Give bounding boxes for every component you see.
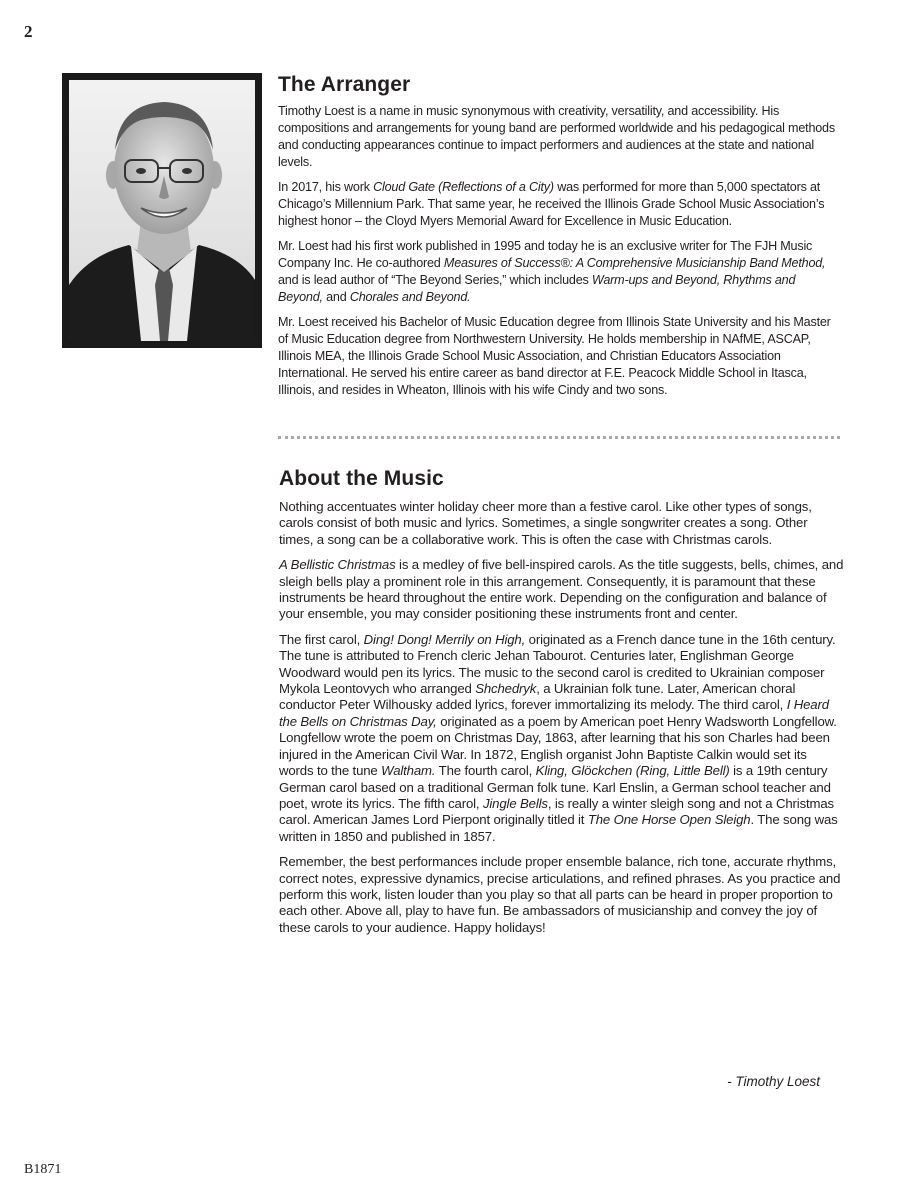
arranger-section	[278, 73, 843, 407]
carol-title: Ding! Dong! Merrily on High,	[363, 631, 526, 647]
book-title: Measures of Success®: A Comprehensive Musicianship Band Method,	[443, 256, 826, 270]
about-music-heading: About the Music	[279, 467, 444, 490]
music-paragraph-4: Remember, the best performances include proper ensemble balance, rich tone, accurate rhythms, correct notes, expressive dynamics, precise articulations, and refined phrases. As you practice and perform this work, listen louder than you play so that all parts can be heard in proper proportion to each other. Above all, play to have fun. Be ambassadors of musicianship and convey the joy of these carols to your audience. Happy holidays!	[279, 854, 841, 935]
music-paragraph-1: Nothing accentuates winter holiday cheer more than a festive carol. Like other types of songs, carols consist of both music and lyrics. Sometimes, a single songwriter creates a song. Other times, a song can be a collaborative work. This is often the case with Christmas carols.	[279, 499, 812, 547]
book-title: Chorales and Beyond.	[349, 290, 471, 304]
arranger-paragraph-1: Timothy Loest is a name in music synonymous with creativity, versatility, and accessibility. His compositions and arrangements for young band are performed worldwide and his pedagogical methods and conducting appearances continue to impact performers and audiences at the state and national levels.	[278, 104, 835, 169]
carol-title: Shchedryk	[475, 681, 537, 697]
arranger-paragraph-2: In 2017, his work Cloud Gate (Reflections of a City) was performed for more than 5,000 spectators at Chicago’s Millennium Park. That same year, he received the Illinois Grade School Music Association’s highest honor – the Cloyd Myers Memorial Award for Excellence in Music Education.	[278, 180, 825, 228]
piece-title: A Bellistic Christmas	[279, 557, 396, 573]
tune-title: Waltham.	[381, 763, 436, 779]
about-music-section	[279, 467, 844, 945]
original-title: The One Horse Open Sleigh	[587, 812, 751, 828]
arranger-photo	[62, 73, 262, 348]
music-paragraph-3: The first carol, Ding! Dong! Merrily on High, originated as a French dance tune in the 16th century. The tune is attributed to French cleric Jehan Tabourot. Centuries later, Englishman George Woodward would pen its lyrics. The music to the second carol is credited to Ukrainian composer Mykola Leontovych who arranged Shchedryk, a Ukrainian folk tune. Later, American choral conductor Peter Wilhousky added lyrics, forever immortalizing its melody. The third carol, I Heard the Bells on Christmas Day, originated as a poem by American poet Henry Wadsworth Longfellow. Longfellow wrote the poem on Christmas Day, 1863, after learning that his son Charles had been injured in the American Civil War. In 1872, English organist John Baptiste Calkin would set its words to the tune Waltham. The fourth carol, Kling, Glöckchen (Ring, Little Bell) is a 19th century German carol based on a traditional German folk tune. Karl Enslin, a German school teacher and poet, wrote its lyrics. The fifth carol, Jingle Bells, is really a winter sleigh song and not a Christmas carol. American James Lord Pierpont originally titled it The One Horse Open Sleigh. The song was written in 1850 and published in 1857.	[279, 631, 838, 844]
arranger-paragraph-4: Mr. Loest received his Bachelor of Music Education degree from Illinois State University and his Master of Music Education degree from Northwestern University. He holds membership in NAfME, ASCAP, Illinois MEA, the Illinois Grade School Music Association, and Christian Educators Association International. He served his entire career as band director at F.E. Peacock Middle School in Itasca, Illinois, and resides in Wheaton, Illinois with his wife Cindy and two sons.	[278, 315, 831, 397]
carol-title: Jingle Bells	[482, 795, 548, 811]
carol-title: I Heard the Bells on Christmas Day,	[279, 697, 829, 729]
arranger-paragraph-3: Mr. Loest had his first work published in 1995 and today he is an exclusive writer for The FJH Music Company Inc. He co-authored Measures of Success®: A Comprehensive Musicianship Band Method, and is lead author of “The Beyond Series,” which includes Warm-ups and Beyond, Rhythms and Beyond, and Chorales and Beyond.	[278, 239, 826, 304]
book-title: Warm-ups and Beyond, Rhythms and Beyond,	[278, 273, 796, 304]
catalog-code: B1871	[24, 1162, 62, 1177]
work-title: Cloud Gate (Reflections of a City)	[373, 180, 554, 194]
carol-title: Kling, Glöckchen (Ring, Little Bell)	[535, 763, 730, 779]
music-paragraph-2: A Bellistic Christmas is a medley of five bell-inspired carols. As the title suggests, bells, chimes, and sleigh bells play a prominent role in this arrangement. Consequently, it is paramount that these instruments be heard throughout the entire work. Depending on the configuration and balance of your ensemble, you may consider positioning these instruments front and center.	[279, 557, 844, 622]
signature: - Timothy Loest	[727, 1074, 820, 1089]
portrait-image	[69, 80, 255, 341]
page-number: 2	[24, 22, 33, 41]
dotted-divider	[278, 436, 840, 439]
arranger-heading: The Arranger	[278, 73, 411, 96]
